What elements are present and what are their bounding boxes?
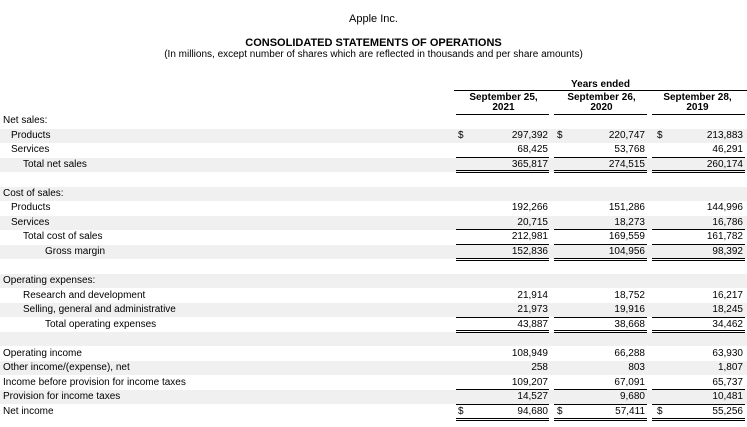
total-operating-expenses-value-2021: 43,887: [517, 318, 548, 330]
total-rule-selling-general-administrative-2020: [554, 317, 647, 318]
years-ended-heading: Years ended: [571, 79, 630, 90]
total-rule-net-sales-services-2020: [554, 157, 647, 158]
total-rule-total-cost-of-sales-2021: [456, 244, 549, 245]
total-rule-total-operating-expenses-2020: [554, 330, 647, 333]
other-income-expense-label: Other income/(expense), net: [3, 362, 130, 374]
statement-title: CONSOLIDATED STATEMENTS OF OPERATIONS: [245, 37, 502, 49]
net-income-label: Net income: [3, 406, 54, 417]
cost-of-sales-products-value-2020: 151,286: [608, 202, 645, 214]
total-rule-cost-of-sales-services-2019: [652, 229, 745, 230]
column-header-2020-year: 2020: [590, 102, 613, 113]
column-header-2020: [553, 93, 650, 113]
cost-of-sales-products-value-2019: 144,996: [706, 202, 743, 214]
provision-for-taxes-value-2021: 14,527: [517, 391, 548, 403]
row-spacer-2: [0, 260, 747, 274]
income-before-taxes-value-2021: 109,207: [511, 376, 548, 388]
row-cost-of-sales-services: [0, 216, 747, 230]
row-provision-for-taxes: [0, 390, 747, 404]
total-operating-expenses-value-2020: 38,668: [614, 318, 645, 330]
cost-of-sales-services-value-2020: 18,273: [614, 216, 645, 228]
total-rule-total-net-sales-2019: [652, 170, 745, 173]
total-rule-cost-of-sales-services-2020: [554, 229, 647, 230]
column-header-2021-date: September 25,: [469, 92, 538, 103]
total-rule-income-before-taxes-2020: [554, 389, 647, 390]
gross-margin-value-2021: 152,836: [511, 245, 548, 257]
provision-for-taxes-value-2020: 9,680: [619, 391, 645, 403]
net-sales-heading-label: Net sales:: [3, 115, 48, 126]
other-income-expense-value-2020: 803: [628, 362, 645, 374]
cost-of-sales-heading-label: Cost of sales:: [3, 187, 64, 199]
operating-income-label: Operating income: [3, 347, 82, 359]
net-sales-products-label: Products: [11, 129, 51, 141]
income-before-taxes-value-2019: 65,737: [712, 376, 743, 388]
total-rule-provision-for-taxes-2020: [554, 404, 647, 405]
net-income-currency-2020: $: [557, 406, 563, 417]
cost-of-sales-services-value-2019: 16,786: [712, 216, 743, 228]
total-rule-total-operating-expenses-2021: [456, 330, 549, 333]
total-rule-provision-for-taxes-2021: [456, 404, 549, 405]
total-rule-net-income-2020: [554, 418, 647, 421]
total-cost-of-sales-value-2019: 161,782: [706, 231, 743, 243]
years-ended-rule: [454, 90, 747, 91]
total-rule-total-operating-expenses-2019: [652, 330, 745, 333]
statement-subtitle: (In millions, except number of shares which are reflected in thousands and per share amounts): [164, 49, 583, 60]
net-sales-products-value-2020: 220,747: [608, 129, 645, 141]
column-header-2019-year: 2019: [686, 102, 709, 113]
row-selling-general-administrative: [0, 303, 747, 317]
company-name: Apple Inc.: [349, 13, 398, 25]
row-spacer-3: [0, 332, 747, 346]
total-net-sales-value-2019: 260,174: [706, 158, 743, 170]
cost-of-sales-products-value-2021: 192,266: [511, 202, 548, 214]
row-net-sales-heading: [0, 114, 747, 128]
column-header-2019-date: September 28,: [663, 92, 732, 103]
total-rule-total-cost-of-sales-2020: [554, 244, 647, 245]
total-rule-total-net-sales-2020: [554, 170, 647, 173]
net-sales-products-value-2019: 213,883: [706, 129, 743, 141]
gross-margin-value-2019: 98,392: [712, 245, 743, 257]
gross-margin-label: Gross margin: [45, 245, 106, 257]
net-sales-products-currency-2021: $: [458, 129, 464, 141]
total-operating-expenses-value-2019: 34,462: [712, 318, 743, 330]
column-header-2021: [455, 93, 552, 113]
total-rule-net-sales-services-2019: [652, 157, 745, 158]
row-spacer-1: [0, 172, 747, 186]
net-income-currency-2019: $: [657, 406, 663, 417]
row-net-sales-products: [0, 129, 747, 143]
total-net-sales-value-2020: 274,515: [608, 158, 645, 170]
selling-general-administrative-value-2019: 18,245: [712, 304, 743, 316]
operating-income-value-2020: 66,288: [614, 347, 645, 359]
column-header-2019: [649, 93, 746, 113]
operating-income-value-2019: 63,930: [712, 347, 743, 359]
selling-general-administrative-value-2021: 21,973: [517, 304, 548, 316]
total-rule-gross-margin-2019: [652, 258, 745, 261]
total-rule-income-before-taxes-2019: [652, 389, 745, 390]
row-net-sales-services: [0, 143, 747, 157]
income-before-taxes-label: Income before provision for income taxes: [3, 376, 186, 388]
other-income-expense-value-2019: 1,807: [717, 362, 743, 374]
research-and-development-value-2019: 16,217: [712, 289, 743, 301]
net-sales-products-currency-2020: $: [557, 129, 563, 141]
row-total-cost-of-sales: [0, 230, 747, 244]
total-cost-of-sales-value-2020: 169,559: [608, 231, 645, 243]
net-sales-products-value-2021: 297,392: [511, 129, 548, 141]
total-net-sales-label: Total net sales: [23, 158, 87, 170]
cost-of-sales-products-label: Products: [11, 202, 51, 214]
operating-income-value-2021: 108,949: [511, 347, 548, 359]
provision-for-taxes-label: Provision for income taxes: [3, 391, 121, 403]
total-rule-provision-for-taxes-2019: [652, 404, 745, 405]
row-research-and-development: [0, 289, 747, 303]
total-rule-net-sales-services-2021: [456, 157, 549, 158]
total-rule-selling-general-administrative-2019: [652, 317, 745, 318]
total-rule-cost-of-sales-services-2021: [456, 229, 549, 230]
selling-general-administrative-value-2020: 19,916: [614, 304, 645, 316]
row-cost-of-sales-products: [0, 201, 747, 215]
net-sales-services-value-2019: 46,291: [712, 144, 743, 156]
total-net-sales-value-2021: 365,817: [511, 158, 548, 170]
total-rule-net-income-2021: [456, 418, 549, 421]
row-operating-expenses-heading: [0, 274, 747, 288]
net-income-value-2021: 94,680: [517, 406, 548, 417]
operating-expenses-heading-label: Operating expenses:: [3, 275, 96, 287]
total-rule-selling-general-administrative-2021: [456, 317, 549, 318]
total-rule-gross-margin-2021: [456, 258, 549, 261]
row-cost-of-sales-heading: [0, 187, 747, 201]
provision-for-taxes-value-2019: 10,481: [712, 391, 743, 403]
row-income-before-taxes: [0, 376, 747, 390]
gross-margin-value-2020: 104,956: [608, 245, 645, 257]
selling-general-administrative-label: Selling, general and administrative: [23, 304, 176, 316]
total-cost-of-sales-label: Total cost of sales: [23, 231, 103, 243]
net-sales-services-label: Services: [11, 144, 50, 156]
cost-of-sales-services-label: Services: [11, 216, 50, 228]
net-income-value-2019: 55,256: [712, 406, 743, 417]
total-operating-expenses-label: Total operating expenses: [45, 318, 157, 330]
other-income-expense-value-2021: 258: [531, 362, 548, 374]
net-sales-products-currency-2019: $: [657, 129, 663, 141]
research-and-development-value-2020: 18,752: [614, 289, 645, 301]
total-rule-gross-margin-2020: [554, 258, 647, 261]
net-sales-services-value-2020: 53,768: [614, 144, 645, 156]
total-rule-total-cost-of-sales-2019: [652, 244, 745, 245]
research-and-development-label: Research and development: [23, 289, 146, 301]
research-and-development-value-2021: 21,914: [517, 289, 548, 301]
row-other-income-expense: [0, 361, 747, 375]
total-rule-total-net-sales-2021: [456, 170, 549, 173]
total-cost-of-sales-value-2021: 212,981: [511, 231, 548, 243]
net-income-value-2020: 57,411: [615, 406, 645, 417]
row-operating-income: [0, 347, 747, 361]
column-header-2020-date: September 26,: [567, 92, 636, 103]
total-rule-net-income-2019: [652, 418, 745, 421]
column-header-2021-year: 2021: [492, 102, 515, 113]
income-before-taxes-value-2020: 67,091: [614, 376, 645, 388]
total-rule-income-before-taxes-2021: [456, 389, 549, 390]
cost-of-sales-services-value-2021: 20,715: [517, 216, 548, 228]
net-sales-services-value-2021: 68,425: [517, 144, 548, 156]
net-income-currency-2021: $: [458, 406, 464, 417]
